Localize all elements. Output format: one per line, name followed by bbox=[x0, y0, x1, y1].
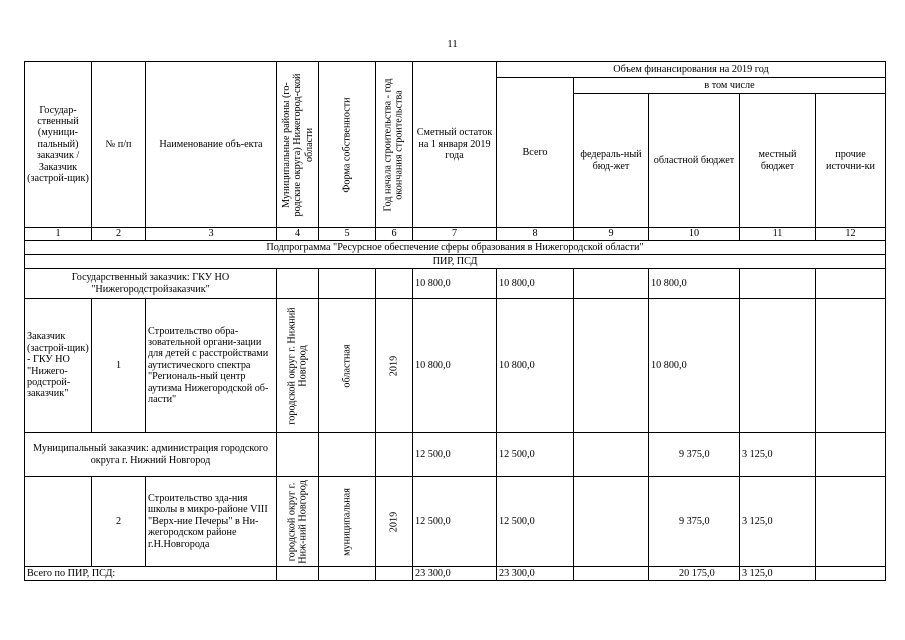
empty-cell bbox=[319, 433, 376, 477]
grand-total-regional: 20 175,0 bbox=[649, 567, 740, 581]
group-federal bbox=[574, 433, 649, 477]
header-balance: Сметный остаток на 1 января 2019 года bbox=[413, 62, 497, 228]
row-ownership-text: муниципальная bbox=[341, 487, 353, 556]
row-total: 10 800,0 bbox=[497, 299, 574, 433]
group-other bbox=[816, 433, 886, 477]
page-number: 11 bbox=[447, 38, 458, 50]
row-federal bbox=[574, 477, 649, 567]
row-other bbox=[816, 477, 886, 567]
row-district-text: городской округ г. Ниж-ний Новгород bbox=[286, 479, 309, 564]
table-row bbox=[25, 477, 886, 567]
group-balance: 10 800,0 bbox=[413, 269, 497, 299]
row-balance: 12 500,0 bbox=[413, 477, 497, 567]
group-total: 12 500,0 bbox=[497, 433, 574, 477]
header-object-name: Наименование объ-екта bbox=[146, 62, 277, 228]
col-number: 2 bbox=[92, 228, 146, 241]
grand-total-row bbox=[25, 567, 886, 581]
group-customer: Муниципальный заказчик: администрация городского округа г. Нижний Новгород bbox=[25, 433, 277, 477]
row-regional: 10 800,0 bbox=[649, 299, 740, 433]
subprogram-title: Подпрограмма "Ресурсное обеспечение сферы образования в Нижегородской области" bbox=[25, 241, 886, 255]
row-ownership bbox=[319, 299, 376, 433]
group-other bbox=[816, 269, 886, 299]
row-balance: 10 800,0 bbox=[413, 299, 497, 433]
row-other bbox=[816, 299, 886, 433]
row-customer bbox=[25, 477, 92, 567]
col-number: 10 bbox=[649, 228, 740, 241]
col-number: 11 bbox=[740, 228, 816, 241]
row-years bbox=[376, 477, 413, 567]
grand-total-balance: 23 300,0 bbox=[413, 567, 497, 581]
table-row bbox=[25, 299, 886, 433]
group-total: 10 800,0 bbox=[497, 269, 574, 299]
section-title: ПИР, ПСД bbox=[25, 255, 886, 269]
header-including: в том числе bbox=[574, 78, 886, 94]
grand-total-federal bbox=[574, 567, 649, 581]
grand-total-label: Всего по ПИР, ПСД: bbox=[25, 567, 277, 581]
empty-cell bbox=[277, 567, 319, 581]
group-local: 3 125,0 bbox=[740, 433, 816, 477]
header-districts bbox=[277, 62, 319, 228]
header-regional: областной бюджет bbox=[649, 94, 740, 228]
col-number: 12 bbox=[816, 228, 886, 241]
row-years bbox=[376, 299, 413, 433]
col-number: 9 bbox=[574, 228, 649, 241]
grand-total-local: 3 125,0 bbox=[740, 567, 816, 581]
row-object-name: Строительство обра-зовательной органи-зации для детей с расстройствами аутистического спектра "Региональ-ный центр аутизма Нижегородской об-ласти" bbox=[146, 299, 277, 433]
header-years-text: Год начала строительства - год окончания строительства bbox=[382, 78, 405, 211]
row-local bbox=[740, 299, 816, 433]
header-funding: Объем финансирования на 2019 год bbox=[497, 62, 886, 78]
col-number: 6 bbox=[376, 228, 413, 241]
row-district bbox=[277, 299, 319, 433]
group-local bbox=[740, 269, 816, 299]
group-regional: 10 800,0 bbox=[649, 269, 740, 299]
grand-total-other bbox=[816, 567, 886, 581]
header-total: Всего bbox=[497, 78, 574, 228]
header-customer: Государ-ственный (муници-пальный) заказчик / Заказчик (застрой-щик) bbox=[25, 62, 92, 228]
col-number: 4 bbox=[277, 228, 319, 241]
financing-table bbox=[24, 61, 886, 581]
group-regional: 9 375,0 bbox=[649, 433, 740, 477]
empty-cell bbox=[376, 269, 413, 299]
group-balance: 12 500,0 bbox=[413, 433, 497, 477]
column-numbers-row bbox=[25, 228, 886, 241]
empty-cell bbox=[277, 433, 319, 477]
row-num: 2 bbox=[92, 477, 146, 567]
group-federal bbox=[574, 269, 649, 299]
header-local: местный бюджет bbox=[740, 94, 816, 228]
group-summary-row bbox=[25, 269, 886, 299]
header-districts-text: Муниципальные районы (го-родские округа) Нижегород-ской области bbox=[280, 72, 315, 217]
row-years-text: 2019 bbox=[388, 355, 400, 376]
row-years-text: 2019 bbox=[388, 511, 400, 532]
header-ownership bbox=[319, 62, 376, 228]
row-ownership-text: областная bbox=[341, 343, 353, 388]
col-number: 5 bbox=[319, 228, 376, 241]
header-num: № п/п bbox=[92, 62, 146, 228]
empty-cell bbox=[319, 567, 376, 581]
row-ownership bbox=[319, 477, 376, 567]
col-number: 3 bbox=[146, 228, 277, 241]
header-ownership-text: Форма собственности bbox=[341, 96, 353, 193]
col-number: 7 bbox=[413, 228, 497, 241]
empty-cell bbox=[376, 567, 413, 581]
row-district bbox=[277, 477, 319, 567]
grand-total-total: 23 300,0 bbox=[497, 567, 574, 581]
row-district-text: городской округ г. Нижний Новгород bbox=[286, 306, 309, 425]
col-number: 1 bbox=[25, 228, 92, 241]
header-other: прочие источни-ки bbox=[816, 94, 886, 228]
row-total: 12 500,0 bbox=[497, 477, 574, 567]
row-customer: Заказчик (застрой-щик) - ГКУ НО "Нижего-родстрой-заказчик" bbox=[25, 299, 92, 433]
row-federal bbox=[574, 299, 649, 433]
header-federal: федераль-ный бюд-жет bbox=[574, 94, 649, 228]
row-regional: 9 375,0 bbox=[649, 477, 740, 567]
group-customer: Государственный заказчик: ГКУ НО "Нижегородстройзаказчик" bbox=[25, 269, 277, 299]
row-object-name: Строительство зда-ния школы в микро-районе VIII "Верх-ние Печеры" в Ни-жегородском районе г.Н.Новгорода bbox=[146, 477, 277, 567]
empty-cell bbox=[277, 269, 319, 299]
header-years bbox=[376, 62, 413, 228]
empty-cell bbox=[376, 433, 413, 477]
row-num: 1 bbox=[92, 299, 146, 433]
empty-cell bbox=[319, 269, 376, 299]
row-local: 3 125,0 bbox=[740, 477, 816, 567]
col-number: 8 bbox=[497, 228, 574, 241]
group-summary-row bbox=[25, 433, 886, 477]
